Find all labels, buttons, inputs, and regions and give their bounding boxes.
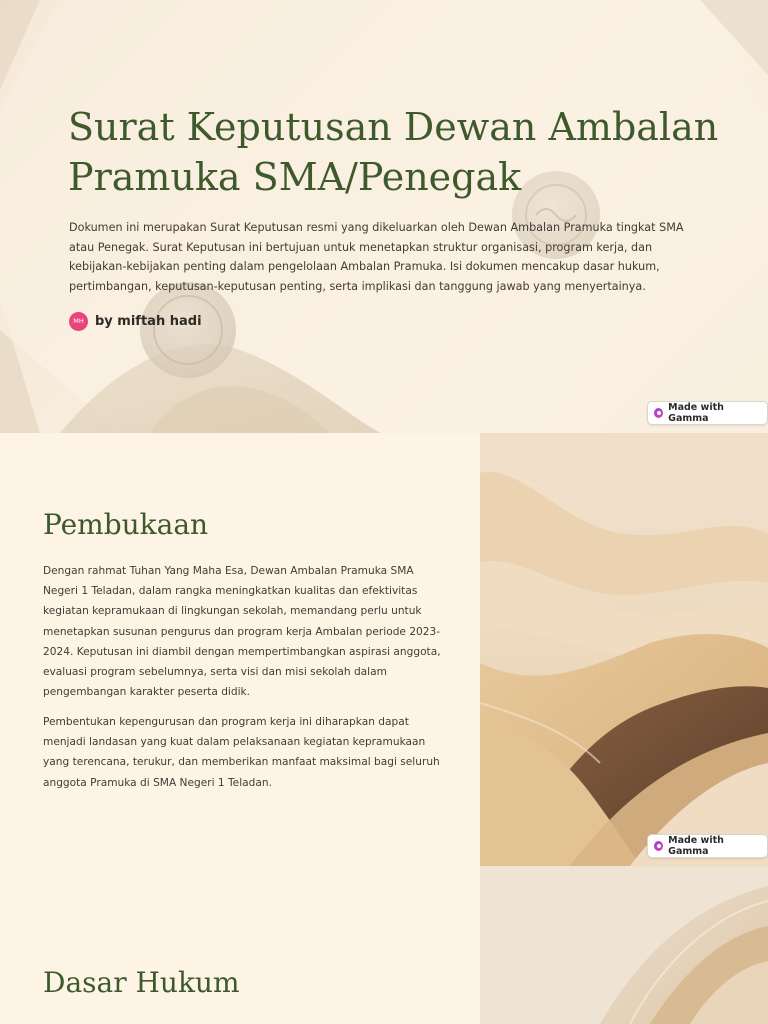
- decorative-wave-image: [480, 433, 768, 866]
- avatar: MH: [69, 312, 88, 331]
- author-byline: [69, 311, 202, 331]
- opening-section-title: Pembukaan: [43, 508, 209, 541]
- hero-background-image: [0, 0, 768, 433]
- decorative-wave-image: [480, 866, 768, 1024]
- opening-paragraph: Pembentukan kepengurusan dan program kerja ini diharapkan dapat menjadi landasan yang kuat dalam pelaksanaan kegiatan kepramukaan yang terencana, terukur, dan memberikan manfaat maksimal bagi seluruh anggota Pramuka di SMA Negeri 1 Teladan.: [43, 716, 440, 789]
- document-description: Dokumen ini merupakan Surat Keputusan resmi yang dikeluarkan oleh Dewan Ambalan Pramuka tingkat SMA atau Penegak. Surat Keputusan ini bertujuan untuk menetapkan struktur organisasi, program kerja, dan kebijakan-kebijakan penting dalam pengelolaan Ambalan Pramuka. Isi dokumen mencakup dasar hukum, pertimbangan, keputusan-keputusan penting, serta implikasi dan tanggung jawab yang menyertainya.: [69, 221, 684, 294]
- made-with-gamma-label: Made with Gamma: [668, 835, 724, 857]
- opening-paragraph: Dengan rahmat Tuhan Yang Maha Esa, Dewan Ambalan Pramuka SMA Negeri 1 Teladan, dalam rangka meningkatkan kualitas dan efektivitas kegiatan kepramukaan di lingkungan sekolah, memandang perlu untuk menetapkan susunan pengurus dan program kerja Ambalan periode 2023-2024. Keputusan ini diambil dengan mempertimbangkan aspirasi anggota, evaluasi program sebelumnya, serta visi dan misi sekolah dalam pengembangan karakter peserta didik.: [43, 565, 441, 699]
- gamma-logo-icon: [654, 841, 663, 851]
- hero-section: [0, 0, 768, 433]
- made-with-gamma-button[interactable]: [647, 834, 768, 858]
- author-name: by miftah hadi: [95, 313, 202, 329]
- made-with-gamma-button[interactable]: [647, 401, 768, 425]
- gamma-logo-icon: [654, 408, 663, 418]
- legal-basis-section-title: Dasar Hukum: [43, 966, 240, 999]
- document-title: Surat Keputusan Dewan Ambalan Pramuka SMA/Penegak: [68, 105, 719, 199]
- made-with-gamma-label: Made with Gamma: [668, 402, 724, 424]
